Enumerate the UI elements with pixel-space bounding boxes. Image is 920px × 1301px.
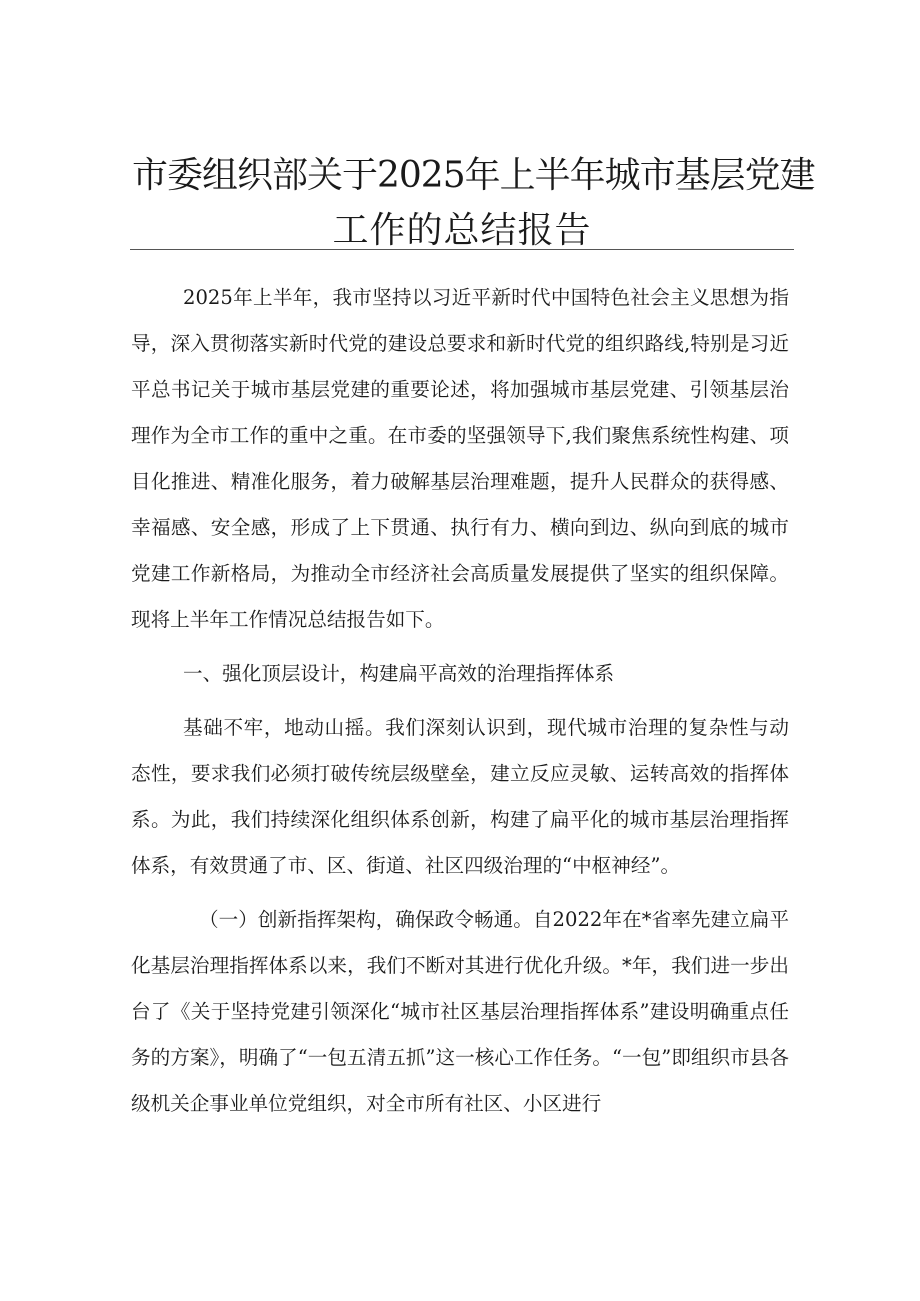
intro-paragraph: 2025年上半年，我市坚持以习近平新时代中国特色社会主义思想为指导，深入贯彻落实新时代党的建设总要求和新时代党的组织路线,特别是习近平总书记关于城市基层党建的重要论述，将加强城市基层党建、引领基层治理作为全市工作的重中之重。在市委的坚强领导下,我们聚焦系统性构建、项目化推进、精准化服务，着力破解基层治理难题，提升人民群众的获得感、幸福感、安全感，形成了上下贯通、执行有力、横向到边、纵向到底的城市党建工作新格局，为推动全市经济社会高质量发展提供了坚实的组织保障。现将上半年工作情况总结报告如下。 bbox=[131, 286, 789, 631]
section-1-paragraph: 基础不牢，地动山摇。我们深刻认识到，现代城市治理的复杂性与动态性，要求我们必须打破传统层级壁垒，建立反应灵敏、运转高效的指挥体系。为此，我们持续深化组织体系创新，构建了扁平化的城市基层治理指挥体系，有效贯通了市、区、街道、社区四级治理的“中枢神经”。 bbox=[131, 716, 789, 877]
section-heading-1: 一、强化顶层设计，构建扁平高效的治理指挥体系 bbox=[183, 662, 615, 685]
subsection-1-paragraph: （一）创新指挥架构，确保政令畅通。自2022年在*省率先建立扁平化基层治理指挥体系以来，我们不断对其进行优化升级。*年，我们进一步出台了《关于坚持党建引领深化“城市社区基层治理指挥体系”建设明确重点任务的方案》，明确了“一包五清五抓”这一核心工作任务。“一包”即组织市县各级机关企事业单位党组织，对全市所有社区、小区进行 bbox=[131, 908, 789, 1115]
document-title-line-1: 市委组织部关于2025年上半年城市基层党建 bbox=[132, 155, 815, 196]
document-title-line-2: 工作的总结报告 bbox=[332, 210, 592, 251]
title-underline bbox=[130, 249, 794, 250]
